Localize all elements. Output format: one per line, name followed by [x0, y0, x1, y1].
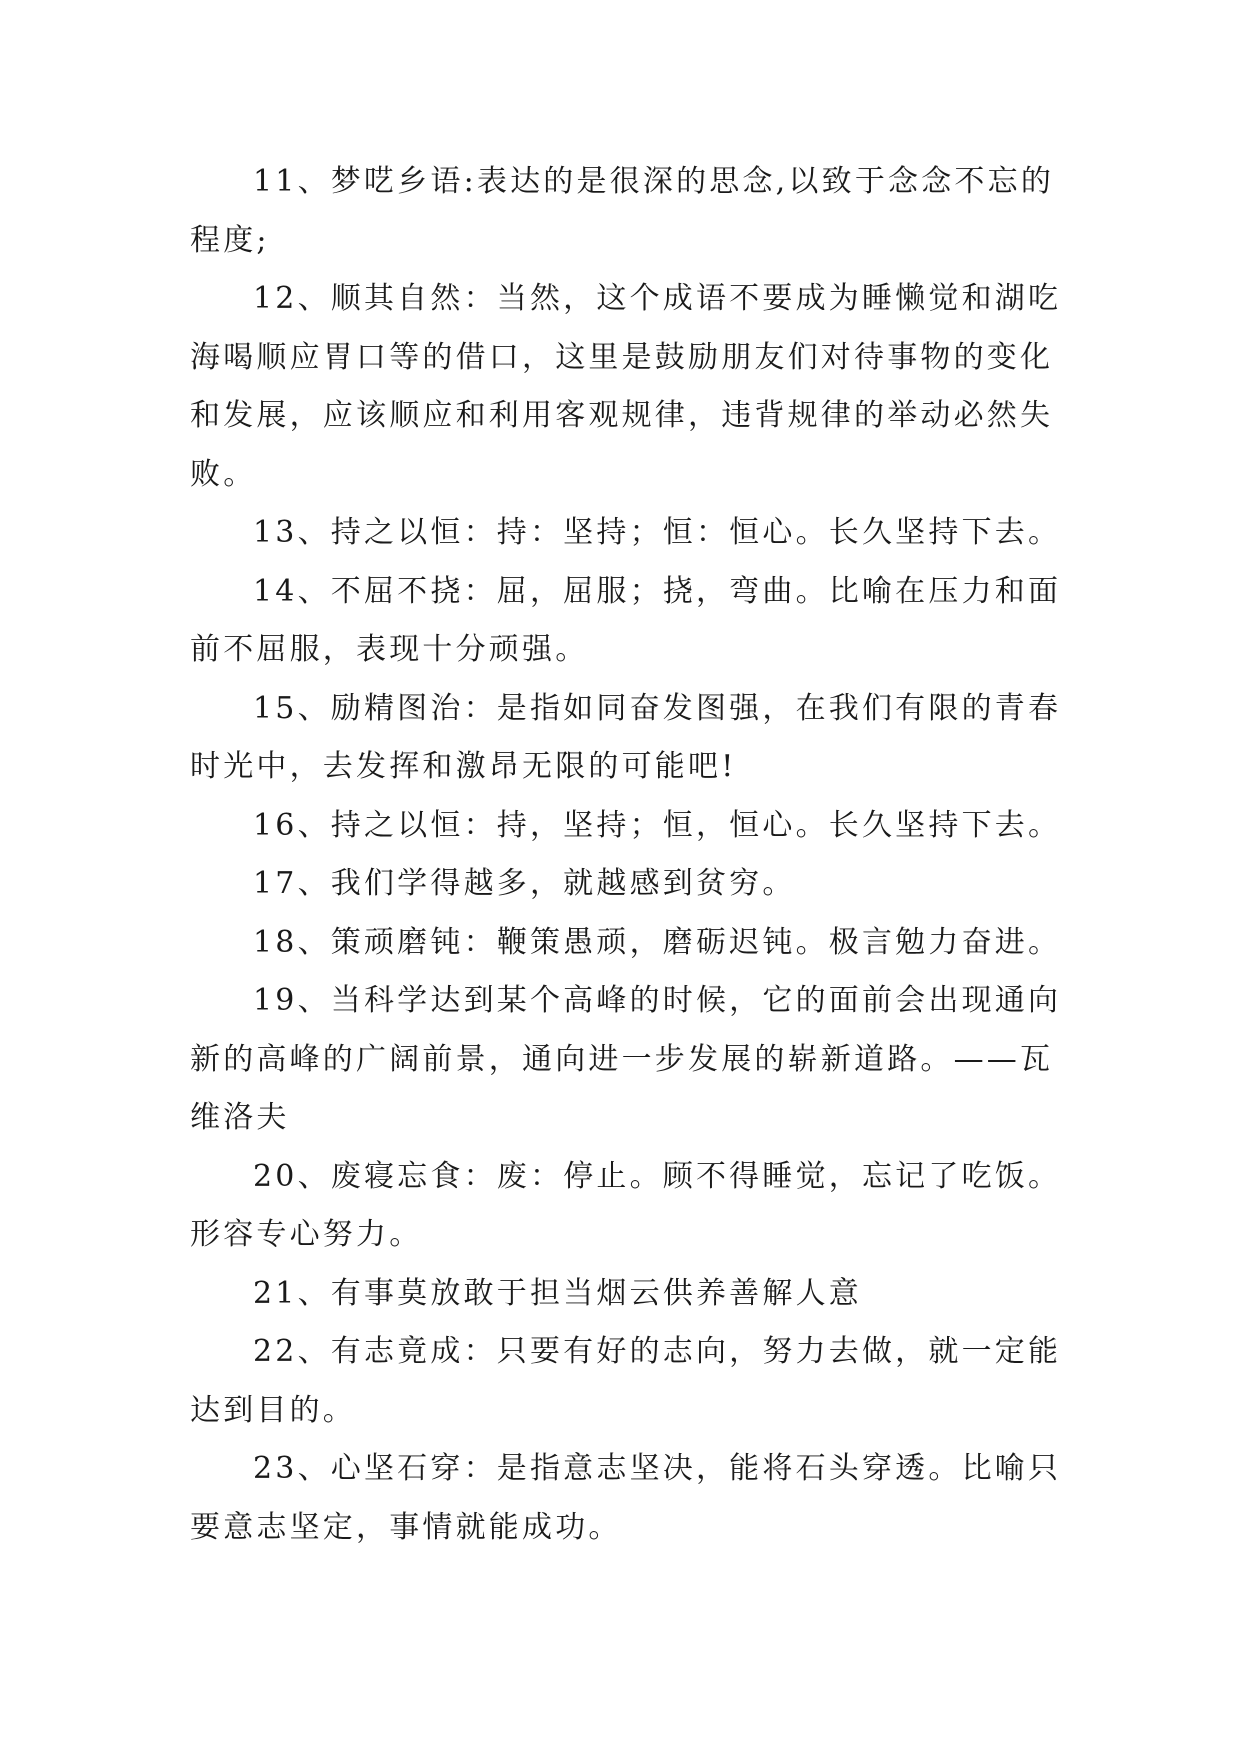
paragraph-22: 22、有志竟成：只要有好的志向，努力去做，就一定能达到目的。: [190, 1334, 1062, 1428]
paragraph-19: 19、当科学达到某个高峰的时候，它的面前会出现通向新的高峰的广阔前景，通向进一步发展的崭新道路。——瓦维洛夫: [190, 983, 1062, 1135]
paragraph-16: 16、持之以恒：持，坚持；恒，恒心。长久坚持下去。: [253, 807, 1062, 843]
paragraph-21: 21、有事莫放敢于担当烟云供养善解人意: [253, 1275, 862, 1311]
paragraph-13: 13、持之以恒：持：坚持；恒：恒心。长久坚持下去。: [253, 515, 1062, 550]
paragraph-18: 18、策顽磨钝：鞭策愚顽，磨砺迟钝。极言勉力奋进。: [253, 924, 1062, 960]
paragraph-20: 20、废寝忘食：废：停止。顾不得睡觉，忘记了吃饭。形容专心努力。: [190, 1158, 1062, 1252]
paragraph-11: 11、梦呓乡语:表达的是很深的思念,以致于念念不忘的程度;: [190, 164, 1055, 258]
paragraph-12: 12、顺其自然：当然，这个成语不要成为睡懒觉和湖吃海喝顺应胃口等的借口，这里是鼓励朋友们对待事物的变化和发展，应该顺应和利用客观规律，违背规律的举动必然失败。: [190, 281, 1062, 492]
paragraph-23: 23、心坚石穿：是指意志坚决，能将石头穿透。比喻只要意志坚定，事情就能成功。: [190, 1451, 1062, 1545]
paragraph-17: 17、我们学得越多，就越感到贫穷。: [253, 866, 796, 901]
paragraph-15: 15、励精图治：是指如同奋发图强，在我们有限的青春时光中，去发挥和激昂无限的可能吧!: [190, 690, 1062, 784]
paragraph-14: 14、不屈不挠：屈，屈服；挠，弯曲。比喻在压力和面前不屈服，表现十分顽强。: [190, 573, 1062, 667]
document-body: [190, 153, 1070, 1557]
